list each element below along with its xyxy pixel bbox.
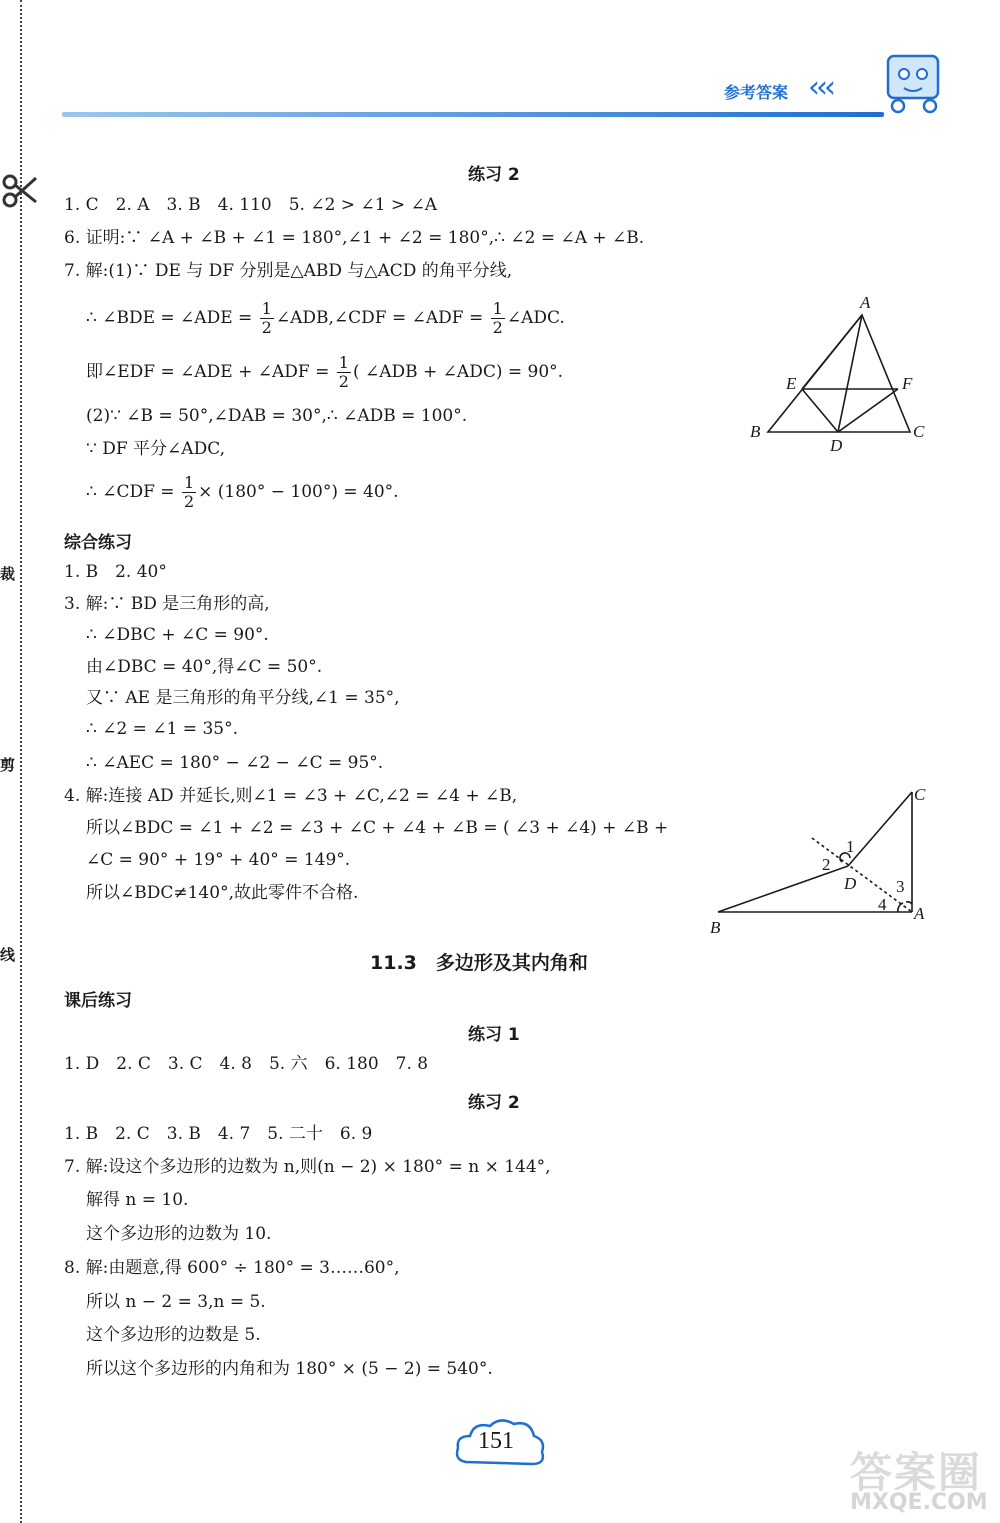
- zh-answer-4: 4. 解:连接 AD 并延长,则∠1 = ∠3 + ∠C,∠2 = ∠4 + ∠B,: [64, 786, 518, 806]
- p1-answers: 1. D 2. C 3. C 4. 8 5. 六 6. 180 7. 8: [64, 1054, 429, 1074]
- fraction-denominator: 2: [338, 372, 349, 391]
- s1-line-4: (2)∵ ∠B = 50°,∠DAB = 30°,∴ ∠ADB = 100°.: [86, 406, 468, 426]
- p2-answers-1-6: 1. B 2. C 3. B 4. 7 5. 二十 6. 9: [64, 1124, 373, 1144]
- watermark-url: MXQE.COM: [850, 1490, 988, 1515]
- fig2-label-b: B: [710, 918, 721, 937]
- s1-line-2c: ∠ADC.: [506, 308, 565, 328]
- fig2-label-a: A: [914, 904, 925, 923]
- zh-line-1: ∴ ∠DBC + ∠C = 90°.: [86, 625, 269, 645]
- zh-line-6: 所以∠BDC = ∠1 + ∠2 = ∠3 + ∠C + ∠4 + ∠B = ( ∠3 + ∠4) + ∠B +: [86, 818, 669, 838]
- zh-answers-1-2: 1. B 2. 40°: [64, 562, 167, 582]
- fig1-label-c: C: [913, 422, 925, 441]
- fraction-half: [337, 354, 351, 391]
- fraction-half: [182, 474, 196, 511]
- zh-line-4: ∴ ∠2 = ∠1 = 35°.: [86, 719, 238, 739]
- fig1-label-b: B: [750, 422, 761, 441]
- s1-line-3b: ( ∠ADB + ∠ADC) = 90°.: [352, 362, 564, 382]
- s1-line-6b: × (180° − 100°) = 40°.: [198, 482, 399, 502]
- page-number: 151: [478, 1428, 514, 1454]
- fig2-angle-4: 4: [878, 895, 887, 914]
- s1-line-2a: ∴ ∠BDE = ∠ADE =: [86, 308, 253, 328]
- watermark-logo: 答案圈: [850, 1448, 983, 1497]
- s1-line-5: ∵ DF 平分∠ADC,: [86, 439, 226, 459]
- fraction-denominator: 2: [261, 318, 272, 337]
- s1-line-6a: ∴ ∠CDF =: [86, 482, 175, 502]
- header-rule: [62, 112, 884, 117]
- p2-answer-8: 8. 解:由题意,得 600° ÷ 180° = 3……60°,: [64, 1258, 400, 1278]
- mascot-icon: [878, 44, 950, 116]
- scissors-icon: [0, 168, 40, 214]
- fig2-angle-3: 3: [896, 877, 905, 896]
- fig2-angle-1: 1: [846, 837, 855, 856]
- s1-line-6: [86, 472, 399, 512]
- fraction-denominator: 2: [183, 492, 195, 511]
- p2-line-3: 所以 n − 2 = 3,n = 5.: [86, 1292, 266, 1312]
- fraction-denominator: 2: [492, 318, 503, 337]
- p1-title: 练习 1: [468, 1025, 520, 1045]
- zh-line-3: 又∵ AE 是三角形的角平分线,∠1 = 35°,: [86, 688, 400, 708]
- s1-title: 练习 2: [468, 165, 520, 185]
- cut-label-2: 剪: [0, 756, 16, 774]
- fraction-half: [260, 300, 274, 337]
- s1-line-2: [86, 298, 565, 338]
- s1-answer-7: 7. 解:(1)∵ DE 与 DF 分别是△ABD 与△ACD 的角平分线,: [64, 261, 513, 281]
- zh-line-2: 由∠DBC = 40°,得∠C = 50°.: [86, 657, 323, 677]
- fraction-numerator: 1: [492, 299, 503, 318]
- fig1-label-d: D: [830, 436, 843, 455]
- s1-line-3: [86, 352, 563, 392]
- fraction-half: [491, 300, 505, 337]
- figure-triangle-abc: [740, 285, 940, 465]
- p2-answer-7: 7. 解:设这个多边形的边数为 n,则(n − 2) × 180° = n × 144°,: [64, 1157, 551, 1177]
- s1-line-3a: 即∠EDF = ∠ADE + ∠ADF =: [86, 362, 330, 382]
- cut-label-1: 裁: [0, 565, 16, 583]
- fig2-angle-2: 2: [822, 855, 831, 874]
- p2-line-5: 所以这个多边形的内角和为 180° × (5 − 2) = 540°.: [86, 1359, 493, 1379]
- cut-line: [20, 0, 22, 1523]
- figure-part-bdc: [700, 780, 950, 940]
- p2-line-1: 解得 n = 10.: [86, 1190, 189, 1210]
- header-arrows: ‹‹‹: [808, 70, 832, 105]
- fraction-numerator: 1: [338, 353, 349, 372]
- cut-label-3: 线: [0, 946, 16, 964]
- p2-line-4: 这个多边形的边数是 5.: [86, 1325, 261, 1345]
- s1-line-2b: ∠ADB,∠CDF = ∠ADF =: [275, 308, 484, 328]
- fig1-label-e: E: [786, 374, 797, 393]
- section-title: 11.3 多边形及其内角和: [370, 952, 588, 974]
- zh-line-8: 所以∠BDC≠140°,故此零件不合格.: [86, 883, 359, 903]
- fig1-label-f: F: [902, 374, 913, 393]
- fraction-numerator: 1: [261, 299, 272, 318]
- section-subtitle: 课后练习: [64, 991, 132, 1011]
- zh-line-7: ∠C = 90° + 19° + 40° = 149°.: [86, 850, 351, 870]
- p2-line-2: 这个多边形的边数为 10.: [86, 1224, 272, 1244]
- fig2-label-d: D: [844, 874, 857, 893]
- zh-title: 综合练习: [64, 533, 132, 553]
- fig2-label-c: C: [914, 785, 926, 804]
- zh-line-5: ∴ ∠AEC = 180° − ∠2 − ∠C = 95°.: [86, 753, 384, 773]
- fig1-label-a: A: [860, 293, 871, 312]
- fraction-numerator: 1: [183, 473, 195, 492]
- p2-title: 练习 2: [468, 1093, 520, 1113]
- header-title: 参考答案: [724, 83, 789, 102]
- s1-answer-6: 6. 证明:∵ ∠A + ∠B + ∠1 = 180°,∠1 + ∠2 = 180°,∴ ∠2 = ∠A + ∠B.: [64, 228, 645, 248]
- s1-answers-1-5: 1. C 2. A 3. B 4. 110 5. ∠2 > ∠1 > ∠A: [64, 195, 438, 215]
- zh-answer-3: 3. 解:∵ BD 是三角形的高,: [64, 594, 270, 614]
